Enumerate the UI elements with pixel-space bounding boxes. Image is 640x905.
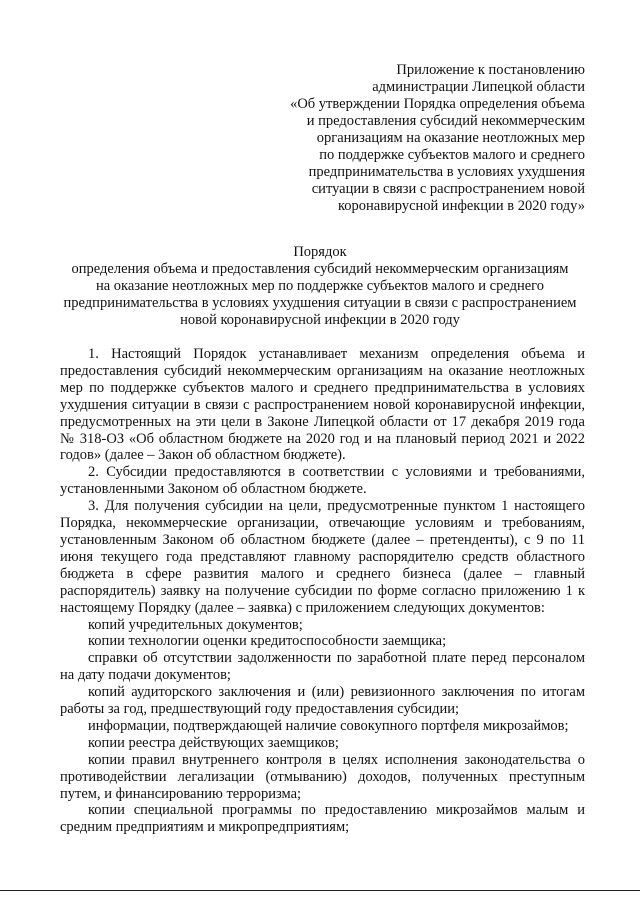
appendix-line: предпринимательства в условиях ухудшения xyxy=(308,164,585,180)
list-item: копий аудиторского заключения и (или) ревизионного заключения по итогам работы за год, предшествующий году предоставления субсидии; xyxy=(60,684,585,718)
title-heading: Порядок xyxy=(293,244,347,260)
paragraph-1: 1. Настоящий Порядок устанавливает механизм определения объема и предоставления субсидий некоммерческим организациям на оказание неотложных мер по поддержке субъектов малого и среднего предпринимательства в условиях ухудшения ситуации в связи с распространением новой коронавирусной инфекции, предусмотренных на эти цели в Законе Липецкой области от 17 декабря 2019 года № 318-ОЗ «Об областном бюджете на 2020 год и на плановый период 2021 и 2022 годов» (далее – Закон об областном бюджете). xyxy=(60,346,585,464)
appendix-line: администрации Липецкой области xyxy=(372,79,585,95)
page-edge-line xyxy=(0,890,640,891)
appendix-line: по поддержке субъектов малого и среднего xyxy=(319,147,585,163)
document-title xyxy=(45,244,595,329)
document-body xyxy=(60,346,585,836)
appendix-line: ситуации в связи с распространением новой xyxy=(311,181,585,197)
paragraph-2: 2. Субсидии предоставляются в соответствии с условиями и требованиями, установленными Законом об областном бюджете. xyxy=(60,464,585,498)
appendix-line: организациям на оказание неотложных мер xyxy=(316,130,585,146)
list-item: копий учредительных документов; xyxy=(88,616,303,633)
appendix-line: коронавирусной инфекции в 2020 году» xyxy=(337,198,585,214)
list-item: копии правил внутреннего контроля в целях исполнения законодательства о противодействии легализации (отмыванию) доходов, полученных преступным путем, и финансированию терроризма; xyxy=(60,751,585,802)
list-item: копии специальной программы по предоставлению микрозаймов малым и средним предприятиям и микропредприятиям; xyxy=(60,802,585,836)
title-line: определения объема и предоставления субсидий некоммерческим организациям xyxy=(71,261,569,277)
title-line: на оказание неотложных мер по поддержке субъектов малого и среднего xyxy=(95,278,545,294)
appendix-line: «Об утверждении Порядка определения объема xyxy=(290,96,585,112)
list-item: справки об отсутствии задолженности по заработной плате перед персоналом на дату подачи документов; xyxy=(60,650,585,684)
appendix-line: и предоставления субсидий некоммерческим xyxy=(306,113,585,129)
title-line: предпринимательства в условиях ухудшения ситуации в связи с распространением xyxy=(63,295,577,311)
list-item: копии реестра действующих заемщиков; xyxy=(88,734,339,751)
paragraph-3: 3. Для получения субсидии на цели, предусмотренные пунктом 1 настоящего Порядка, некоммерческие организации, отвечающие условиям и требованиям, установленным Законом об областном бюджете (далее – претенденты), с 9 по 11 июня текущего года представляют главному распорядителю средств областного бюджета в сфере развития малого и среднего бизнеса (далее – главный распорядитель) заявку на получение субсидии по форме согласно приложению 1 к настоящему Порядку (далее – заявка) с приложением следующих документов: xyxy=(60,498,585,616)
list-item: информации, подтверждающей наличие совокупного портфеля микрозаймов; xyxy=(88,717,569,734)
appendix-line: Приложение к постановлению xyxy=(396,62,585,78)
title-line: новой коронавирусной инфекции в 2020 году xyxy=(180,312,460,328)
list-item: копии технологии оценки кредитоспособности заемщика; xyxy=(88,633,447,650)
appendix-header xyxy=(270,62,585,215)
